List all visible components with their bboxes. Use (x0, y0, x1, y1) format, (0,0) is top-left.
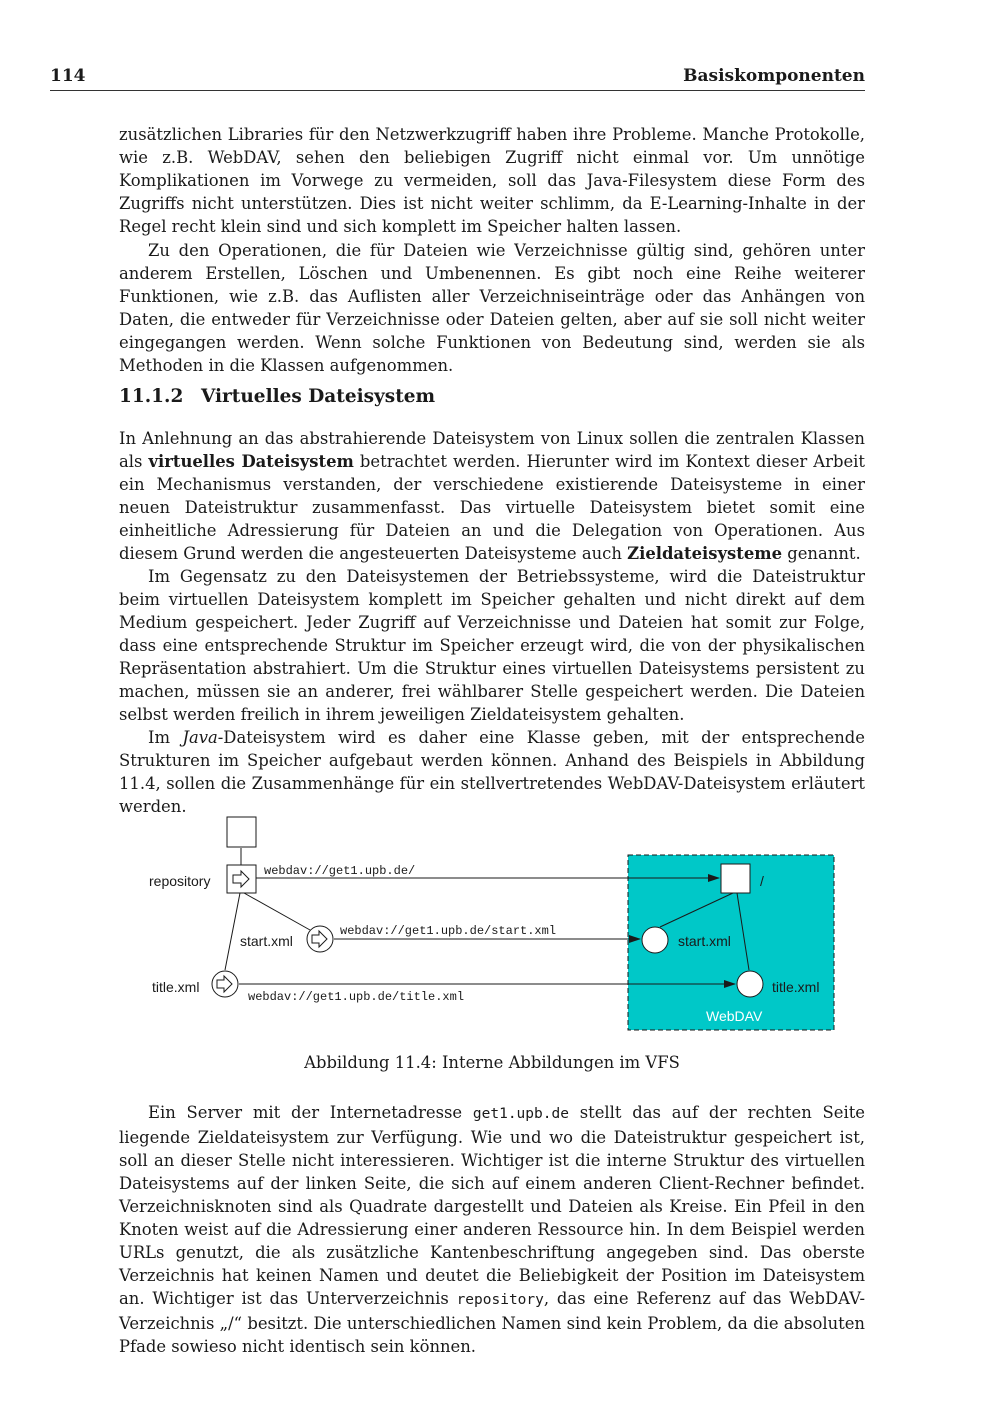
url-title: webdav://get1.upb.de/title.xml (248, 990, 465, 1004)
edge-repository-title (225, 893, 240, 970)
start-label-left: start.xml (240, 933, 293, 949)
paragraph-2: Zu den Operationen, die für Dateien wie Verzeichnisse gültig sind, gehören unter anderem Erstellen, Löschen und Umbenennen. Es gibt noch eine Reihe weiterer Funktionen, wie z.B. das Auflisten aller Verzeichniseinträge oder das Anhängen von Daten, die entweder für Verzeichnisse oder Dateien gelten, aber auf sie soll nicht weiter eingegangen werden. Wenn solche Funktionen von Bedeutung sind, werden sie als Methoden in die Klassen aufgenommen. (119, 241, 865, 375)
term-zieldateisysteme: Zieldateisysteme (627, 544, 783, 563)
title-label-left: title.xml (152, 979, 200, 995)
start-label-right: start.xml (678, 933, 731, 949)
repository-label: repository (149, 873, 211, 889)
java-term: Java (182, 728, 218, 747)
title-label-right: title.xml (772, 979, 820, 995)
term-virtuelles-dateisystem: virtuelles Dateisystem (148, 452, 354, 471)
top-directory-node (227, 817, 256, 847)
url-root: webdav://get1.upb.de/ (264, 864, 416, 878)
start-xml-node-right (642, 927, 668, 953)
section-title: Virtuelles Dateisystem (201, 386, 436, 407)
paragraph-4: Im Gegensatz zu den Dateisystemen der Betriebssysteme, wird die Dateistruktur beim virtuellen Dateisystem komplett im Speicher gehalten und nicht direkt auf dem Medium gespeichert. Jeder Zugriff auf Verzeichnisse und Dateien hat somit zur Folge, dass eine entsprechende Struktur im Speicher erzeugt wird, die von der physikalischen Repräsentation abstrahiert. Um die Struktur eines virtuellen Dateisystems persistent zu machen, müssen sie an anderer, frei wählbarer Stelle gespeichert werden. Die Dateien selbst werden freilich in ihrem jeweiligen Zieldateisystem gehalten. (119, 567, 865, 724)
paragraph-5: Im Java-Dateisystem wird es daher eine Klasse geben, mit der entsprechende Strukturen im Speicher aufgebaut werden können. Anhand des Beispiels in Abbildung 11.4, sollen die Zusammenhänge für ein stellvertretendes WebDAV-Dateisystem erläutert werden. (119, 728, 865, 816)
webdav-label: WebDAV (706, 1008, 763, 1024)
paragraph-1: zusätzlichen Libraries für den Netzwerkzugriff haben ihre Probleme. Manche Protokolle, wie z.B. WebDAV, sehen den beliebigen Zugriff nicht einmal vor. Um unnötige Komplikationen im Vorwege zu vermeiden, soll das Java-Filesystem diese Form des Zugriffs nicht unterstützen. Dies ist nicht weiter schlimm, da E-Learning-Inhalte in der Regel recht klein sind und sich komplett im Speicher halten lassen. (119, 125, 865, 236)
title-xml-node-right (737, 971, 763, 997)
repository-term: repository (456, 1292, 544, 1308)
page-header (50, 66, 865, 91)
edge-repository-start (244, 893, 310, 930)
paragraph-3: In Anlehnung an das abstrahierende Dateisystem von Linux sollen die zentralen Klassen als virtuelles Dateisystem betrachtet werden. Hierunter wird im Kontext dieser Arbeit ein Mechanismus verstanden, der verschiedene existierende Dateisysteme in einer neuen Dateistruktur zusammenfasst. Das virtuelle Dateisystem bietet somit eine einheitliche Adressierung für Dateien an und die Delegation von Operationen. Aus diesem Grund werden die angesteuerten Dateisysteme auch Zieldateisysteme genannt. (119, 429, 866, 563)
figure-caption: Abbildung 11.4: Interne Abbildungen im VFS (304, 1053, 680, 1072)
paragraph-6: Ein Server mit der Internetadresse get1.upb.de stellt das auf der rechten Seite liegende Zieldateisystem zur Verfügung. Wie und wo die Dateistruktur gespeichert ist, soll an dieser Stelle nicht interessieren. Wichtiger ist die interne Struktur des virtuellen Dateisystems auf der linken Seite, die sich auf einem anderen Client-Rechner befindet. Verzeichnisknoten sind als Quadrate dargestellt und Dateien als Kreise. Ein Pfeil in den Knoten weist auf die Adressierung einer anderen Ressource hin. In dem Beispiel werden URLs genutzt, die als zusätzliche Kantenbeschriftung angegeben sind. Das oberste Verzeichnis hat keinen Namen und deutet die Beliebigkeit der Position im Dateisystem an. Wichtiger ist das Unterverzeichnis repository, das eine Referenz auf das WebDAV-Verzeichnis „/“ besitzt. Die unterschiedlichen Namen sind kein Problem, da die absoluten Pfade sowieso nicht identisch sein können. (119, 1103, 866, 1356)
url-start: webdav://get1.upb.de/start.xml (340, 924, 557, 938)
webdav-root-node (721, 864, 750, 893)
server-address: get1.upb.de (472, 1106, 569, 1122)
chapter-title: Basiskomponenten (683, 66, 865, 86)
root-label: / (760, 873, 764, 889)
vfs-figure (0, 800, 1000, 1045)
section-number: 11.1.2 (119, 386, 184, 407)
section-heading (119, 386, 435, 407)
page-number: 114 (50, 66, 86, 86)
